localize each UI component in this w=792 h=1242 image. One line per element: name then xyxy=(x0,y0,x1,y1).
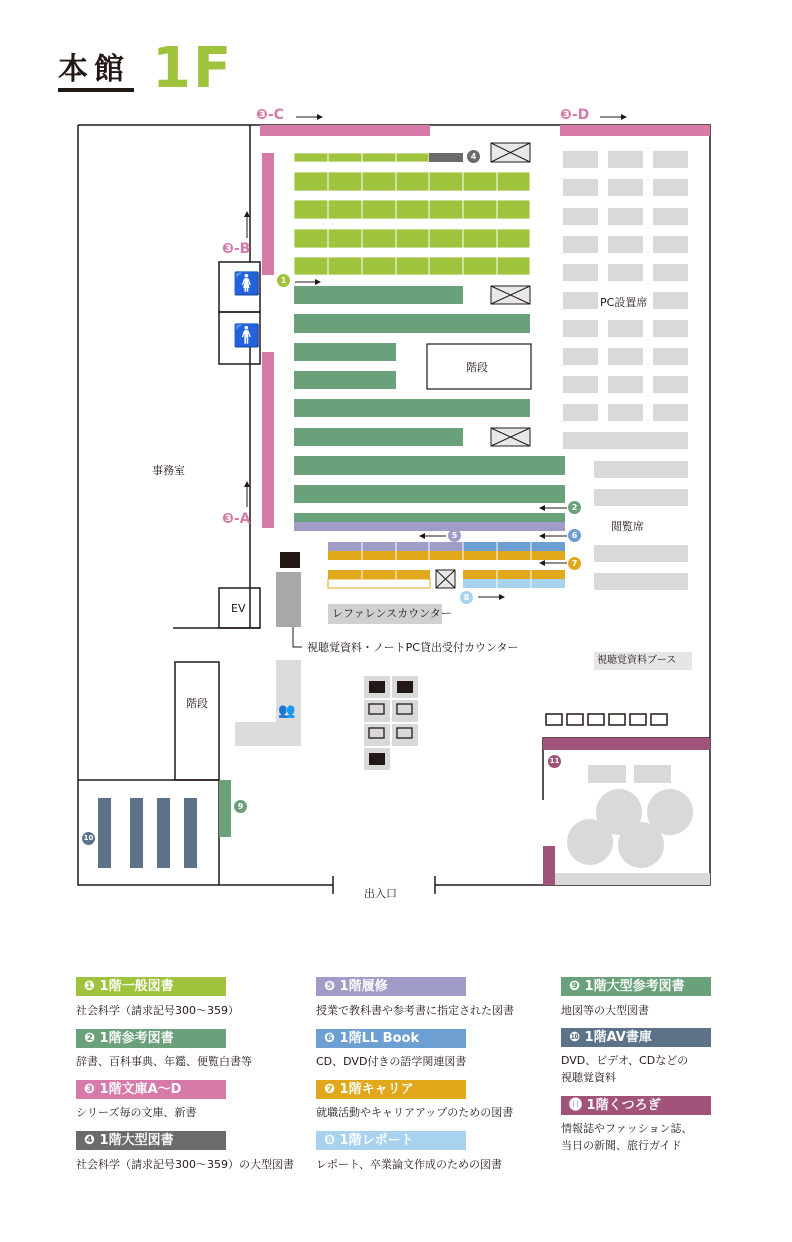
legend-course-title: ❺ 1階履修 xyxy=(316,977,466,996)
legend-relax-title: ⓫ 1階くつろぎ xyxy=(561,1096,711,1115)
badge-large: 4 xyxy=(467,150,480,163)
legend-report-title: ❽ 1階レポート xyxy=(316,1131,466,1150)
relax-shelf xyxy=(543,738,710,750)
av-stack-shelves xyxy=(98,798,197,868)
legend-reference-title: ❷ 1階参考図書 xyxy=(76,1029,226,1048)
bunko-c-label: ❸-C xyxy=(256,107,284,123)
bunko-b-shelf xyxy=(262,153,274,275)
printer-icon xyxy=(280,552,300,568)
reference-shelves xyxy=(294,286,565,522)
stairs-center-label: 階段 xyxy=(466,361,488,374)
legend-av-desc-2: 視聴覚資料 xyxy=(561,1071,616,1084)
course-shelf xyxy=(294,522,565,531)
legend-large-desc: 社会科学（請求記号300～359）の大型図書 xyxy=(76,1158,294,1171)
mens-restroom-icon: 🚹 xyxy=(233,324,261,349)
ev-label: EV xyxy=(231,602,246,615)
legend-relax-desc-1: 情報誌やファッション誌、 xyxy=(561,1122,693,1135)
report-shelf xyxy=(463,579,565,588)
floor-title: 1F xyxy=(152,36,234,101)
badge-ll: 6 xyxy=(568,529,581,542)
general-shelves xyxy=(294,153,530,275)
stairs-left-label: 階段 xyxy=(186,697,208,710)
badge-report: 8 xyxy=(460,591,473,604)
badge-av: 10 xyxy=(82,832,95,845)
badge-general: 1 xyxy=(277,274,290,287)
reference-counter-label: レファレンスカウンター xyxy=(328,604,442,624)
legend-av-desc-1: DVD、ビデオ、CDなどの xyxy=(561,1054,689,1067)
legend-career-title: ❼ 1階キャリア xyxy=(316,1080,466,1099)
bunko-d-shelf xyxy=(560,125,710,136)
legend-large-title: ❹ 1階大型図書 xyxy=(76,1131,226,1150)
office-label: 事務室 xyxy=(152,464,185,477)
legend-bunko-desc: シリーズ毎の文庫、新書 xyxy=(76,1106,197,1119)
bunko-b-label: ❸-B xyxy=(222,241,251,257)
legend-bunko-title: ❸ 1階文庫A～D xyxy=(76,1080,226,1099)
large-books-shelf xyxy=(429,153,463,162)
entrance-label: 出入口 xyxy=(364,887,397,900)
bunko-a-shelf xyxy=(262,352,274,528)
legend-general-desc: 社会科学（請求記号300～359） xyxy=(76,1004,239,1017)
legend-large-ref-title: ❾ 1階大型参考図書 xyxy=(561,977,711,996)
badge-career: 7 xyxy=(568,557,581,570)
womens-restroom-icon: 🚺 xyxy=(233,272,261,297)
legend-ll-desc: CD、DVD付きの語学関連図書 xyxy=(316,1055,467,1068)
legend-course-desc: 授業で教科書や参考書に指定された図書 xyxy=(316,1004,514,1017)
legend-career-desc: 就職活動やキャリアアップのための図書 xyxy=(316,1106,514,1119)
badge-reference: 2 xyxy=(568,501,581,514)
av-booth-label: 視聴覚資料ブース xyxy=(594,652,692,670)
bunko-d-label: ❸-D xyxy=(560,107,590,123)
badge-course: 5 xyxy=(448,529,461,542)
legend-general-title: ❶ 1階一般図書 xyxy=(76,977,226,996)
booth-monitors xyxy=(546,714,667,725)
legend-av-title: ❿ 1階AV書庫 xyxy=(561,1028,711,1047)
av-counter xyxy=(276,572,301,627)
large-ref-shelf xyxy=(219,780,231,837)
pc-seats-label: PC設置席 xyxy=(600,296,648,309)
legend-relax-desc-2: 当日の新聞、旅行ガイド xyxy=(561,1139,682,1152)
legend-reference-desc: 辞書、百科事典、年鑑、便覧白書等 xyxy=(76,1055,252,1068)
av-counter-label: 視聴覚資料・ノートPC貸出受付カウンター xyxy=(307,641,519,654)
legend-ll-title: ❻ 1階LL Book xyxy=(316,1029,466,1048)
reading-seats-label: 閲覧席 xyxy=(611,520,644,533)
career-shelf xyxy=(328,551,565,560)
bunko-c-shelf xyxy=(260,125,430,136)
building-title: 本館 xyxy=(58,52,130,87)
staff-icon: 👥 xyxy=(278,703,296,719)
badge-relax: 11 xyxy=(548,755,561,768)
bunko-a-label: ❸-A xyxy=(222,511,251,527)
legend-report-desc: レポート、卒業論文作成のための図書 xyxy=(316,1158,503,1171)
badge-large-ref: 9 xyxy=(234,800,247,813)
legend-large-ref-desc: 地図等の大型図書 xyxy=(561,1004,649,1017)
